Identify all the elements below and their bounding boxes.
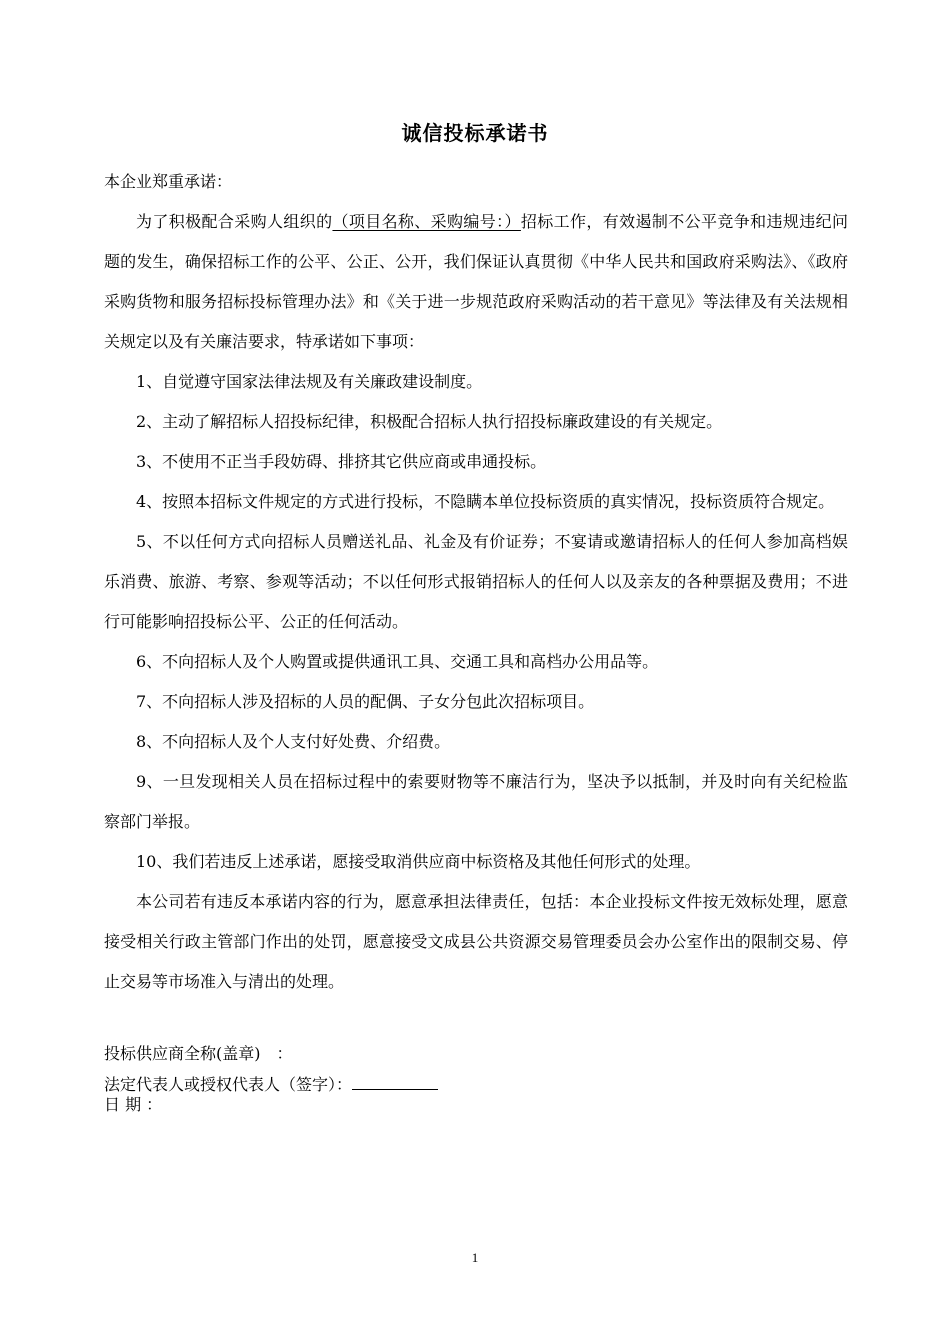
commitment-item-7: 7、不向招标人涉及招标的人员的配偶、子女分包此次招标项目。 xyxy=(136,692,595,711)
representative-label: 法定代表人或授权代表人（签字）： xyxy=(104,1075,353,1094)
commitment-item-4: 4、按照本招标文件规定的方式进行投标，不隐瞒本单位投标资质的真实情况，投标资质符合规定。 xyxy=(136,492,835,511)
commitment-item-10: 10、我们若违反上述承诺，愿接受取消供应商中标资格及其他任何形式的处理。 xyxy=(136,852,701,871)
document-body xyxy=(104,166,848,1002)
commitment-item-3: 3、不使用不正当手段妨碍、排挤其它供应商或串通投标。 xyxy=(136,452,547,471)
representative-line xyxy=(104,1072,848,1096)
opening-statement: 本企业郑重承诺： xyxy=(104,172,233,191)
closing-paragraph: 本公司若有违反本承诺内容的行为，愿意承担法律责任，包括：本企业投标文件按无效标处理，愿意接受相关行政主管部门作出的处罚，愿意接受文成县公共资源交易管理委员会办公室作出的限制交易、停止交易等市场准入与清出的处理。 xyxy=(104,892,848,991)
commitment-item-2: 2、主动了解招标人招投标纪律，积极配合招标人执行招投标廉政建设的有关规定。 xyxy=(136,412,723,431)
signature-block xyxy=(104,1040,848,1114)
commitment-item-5: 5、不以任何方式向招标人员赠送礼品、礼金及有价证券；不宴请或邀请招标人的任何人参加高档娱乐消费、旅游、考察、参观等活动；不以任何形式报销招标人的任何人以及亲友的各种票据及费用；不进行可能影响招投标公平、公正的任何活动。 xyxy=(104,532,848,631)
signature-blank xyxy=(352,1075,438,1090)
intro-text-before: 为了积极配合采购人组织的 xyxy=(136,212,333,231)
supplier-name-line xyxy=(104,1040,848,1072)
page-number: 1 xyxy=(471,1250,479,1265)
intro-paragraph xyxy=(104,202,848,362)
commitment-item-9: 9、一旦发现相关人员在招标过程中的索要财物等不廉洁行为，坚决予以抵制，并及时向有关纪检监察部门举报。 xyxy=(104,772,848,831)
intro-text-after: 招标工作，有效遏制不公平竞争和违规违纪问题的发生，确保招标工作的公平、公正、公开，我们保证认真贯彻《中华人民共和国政府采购法》、《政府采购货物和服务招标投标管理办法》和《关于进一步规范政府采购活动的若干意见》等法律及有关法规相关规定以及有关廉洁要求，特承诺如下事项： xyxy=(104,212,848,351)
commitment-item-8: 8、不向招标人及个人支付好处费、介绍费。 xyxy=(136,732,451,751)
date-line xyxy=(104,1096,848,1114)
supplier-name-label: 投标供应商全称(盖章) ： xyxy=(104,1044,293,1063)
commitment-item-1: 1、自觉遵守国家法律法规及有关廉政建设制度。 xyxy=(136,372,483,391)
commitment-item-6: 6、不向招标人及个人购置或提供通讯工具、交通工具和高档办公用品等。 xyxy=(136,652,659,671)
date-label: 日 期 ： xyxy=(104,1095,163,1114)
document-title: 诚信投标承诺书 xyxy=(401,121,549,145)
project-name-field: （项目名称、采购编号：） xyxy=(332,212,521,231)
